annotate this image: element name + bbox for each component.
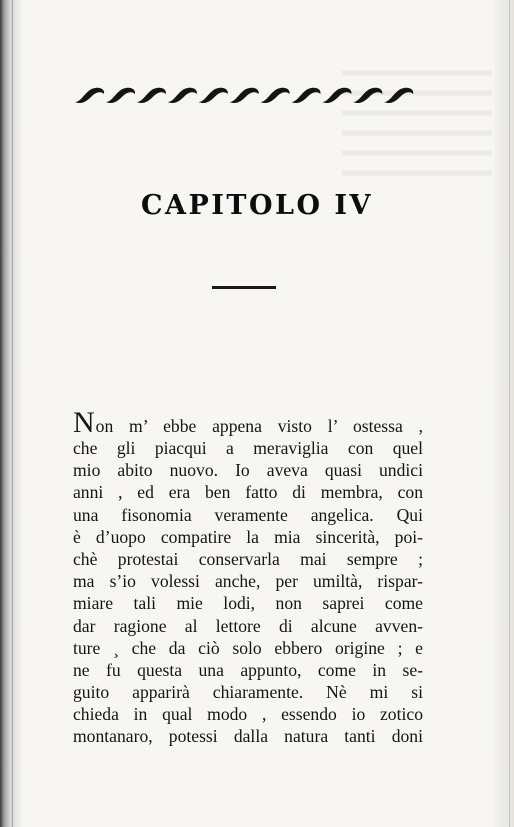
- ornament-wave-mark: [168, 88, 197, 103]
- text-line: anni , ed era ben fatto di membra, con: [73, 482, 423, 503]
- ornament-wave-mark: [199, 88, 228, 103]
- ornament-wave-mark: [230, 88, 259, 103]
- text-line: [73, 406, 423, 439]
- ornament-wave-mark: [322, 88, 351, 103]
- text-line: che gli piacqui a meraviglia con quel: [73, 438, 423, 458]
- text-line: guito apparirà chiaramente. Nè mi si: [73, 682, 423, 703]
- text-line: chè protestai conservarla mai sempre ;: [73, 548, 423, 569]
- ornament-wave-mark: [75, 88, 104, 103]
- ornament-wave-mark: [137, 88, 166, 103]
- text-line: dar ragione al lettore di alcune avven-: [73, 615, 423, 636]
- page-edge-line: [12, 0, 13, 827]
- text-line: mio abito nuovo. Io aveva quasi undici: [73, 460, 423, 481]
- text-line: montanaro, potessi dalla natura tanti doni: [73, 726, 423, 747]
- page-right-edge-line: [509, 0, 510, 827]
- wave-scroll-ornament-icon: [74, 80, 414, 108]
- page-gutter-shadow: [0, 0, 22, 827]
- text-line: è d’uopo compatire la mia sincerità, poi-: [73, 526, 423, 547]
- text-line: chieda in qual modo , essendo io zotico: [73, 704, 423, 725]
- text-line: ma s’io volessi anche, per umiltà, rispar-: [73, 571, 423, 592]
- text-line: ture ¸ che da ciò solo ebbero origine ; e: [73, 637, 423, 658]
- page-right-margin: [494, 0, 514, 827]
- title-rule-divider: [212, 286, 276, 289]
- body-paragraph: [73, 406, 423, 748]
- text-line: ne fu questa una appunto, come in se-: [73, 659, 423, 680]
- ornament-wave-mark: [384, 88, 413, 103]
- text-line: miare tali mie lodi, non saprei come: [73, 593, 423, 614]
- text-line: una fisonomia veramente angelica. Qui: [73, 504, 423, 525]
- text-line-content: on m’ ebbe appena visto l’ ostessa ,: [95, 416, 423, 436]
- chapter-title: CAPITOLO IV: [141, 190, 373, 221]
- ornament-wave-mark: [291, 88, 320, 103]
- ornament-wave-mark: [353, 88, 382, 103]
- drop-cap-initial: N: [73, 406, 95, 439]
- ornament-wave-mark: [260, 88, 289, 103]
- ornament-wave-mark: [106, 88, 135, 103]
